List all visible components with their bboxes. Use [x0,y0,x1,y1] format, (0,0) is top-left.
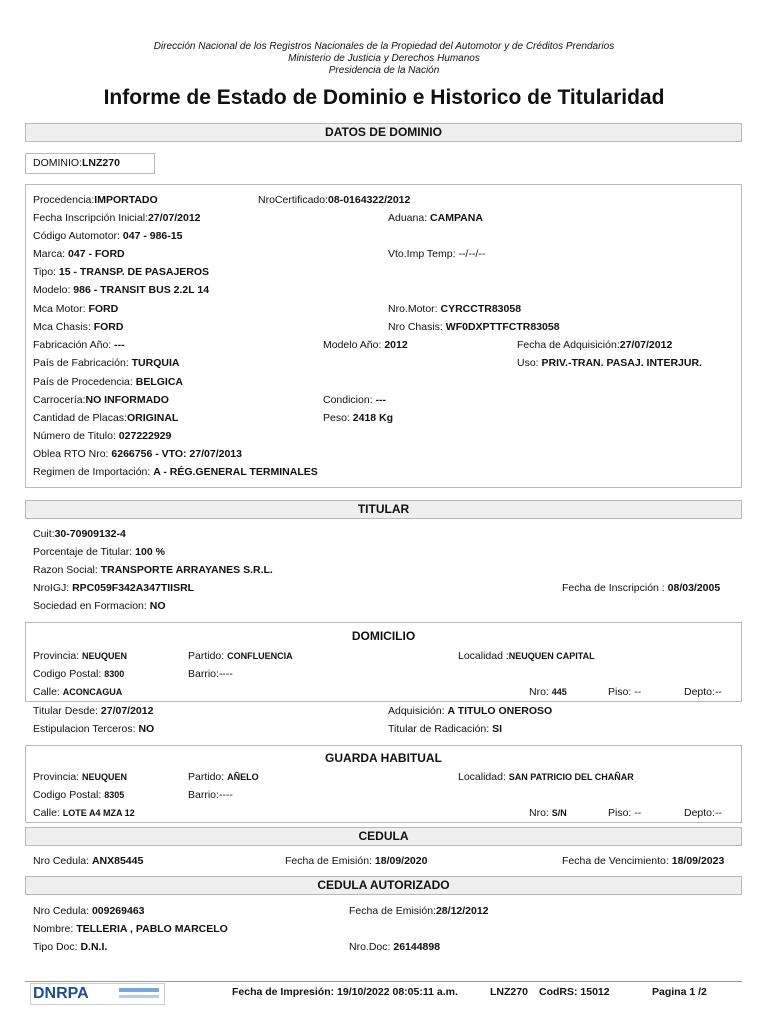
field-condicion: Condicion: --- [323,394,387,406]
field-nro-chasis: Nro Chasis: WF0DXPTTFCTR83058 [388,321,560,333]
header-line-1: Dirección Nacional de los Registros Nacionales de la Propiedad del Automotor y de Créditos Prendarios [153,41,615,52]
header-line-2: Ministerio de Justicia y Derechos Humanos [288,53,480,64]
field-carroceria: Carrocería:NO INFORMADO [33,394,169,406]
field-dom-depto: Depto:-- [684,686,722,698]
section-titular: TITULAR [25,500,742,519]
field-uso: Uso: PRIV.-TRAN. PASAJ. INTERJUR. [517,357,702,369]
field-estipulacion-terceros: Estipulacion Terceros: NO [33,723,155,735]
section-datos-dominio: DATOS DE DOMINIO [25,123,742,142]
section-domicilio: DOMICILIO [351,629,416,643]
argentina-emblem-stripe [119,995,159,998]
header-line-3: Presidencia de la Nación [328,65,440,76]
field-dom-nro: Nro: 445 [529,686,567,698]
section-guarda-habitual: GUARDA HABITUAL [325,751,442,765]
field-autorizado-tipo-doc: Tipo Doc: D.N.I. [33,941,108,953]
field-fecha-inscripcion-titular: Fecha de Inscripción : 08/03/2005 [562,582,721,594]
field-procedencia: Procedencia:IMPORTADO [33,194,158,206]
field-numero-titulo: Número de Titulo: 027222929 [33,430,172,442]
section-cedula-autorizado: CEDULA AUTORIZADO [25,876,742,895]
field-dom-barrio: Barrio:---- [188,668,233,680]
field-razon-social: Razon Social: TRANSPORTE ARRAYANES S.R.L. [33,564,273,576]
field-guarda-provincia: Provincia: NEUQUEN [33,771,128,783]
field-fecha-adquisicion: Fecha de Adquisición:27/07/2012 [517,339,673,351]
field-nro-certificado: NroCertificado:08-0164322/2012 [258,194,411,206]
field-dom-piso: Piso: -- [608,686,642,698]
field-autorizado-nro-cedula: Nro Cedula: 009269463 [33,905,145,917]
field-codigo-automotor: Código Automotor: 047 - 986-15 [33,230,183,242]
field-nro-motor: Nro.Motor: CYRCCTR83058 [388,303,522,315]
field-guarda-nro: Nro: S/N [529,807,567,819]
field-dom-partido: Partido: CONFLUENCIA [188,650,293,662]
field-modelo-anio: Modelo Año: 2012 [323,339,408,351]
field-oblea-rto: Oblea RTO Nro: 6266756 - VTO: 27/07/2013 [33,448,242,460]
field-dom-codigo-postal: Codigo Postal: 8300 [33,668,125,680]
field-dominio: DOMINIO:LNZ270 [33,157,120,169]
field-aduana: Aduana: CAMPANA [388,212,483,224]
field-guarda-calle: Calle: LOTE A4 MZA 12 [33,807,135,819]
field-autorizado-nro-doc: Nro.Doc: 26144898 [349,941,441,953]
field-mca-motor: Mca Motor: FORD [33,303,119,315]
field-modelo: Modelo: 986 - TRANSIT BUS 2.2L 14 [33,284,210,296]
dnrpa-logo [30,983,165,1005]
field-guarda-partido: Partido: AÑELO [188,771,259,783]
footer-codrs: CodRS: 15012 [539,986,610,998]
field-dom-provincia: Provincia: NEUQUEN [33,650,128,662]
field-titular-radicacion: Titular de Radicación: SI [388,723,503,735]
field-guarda-localidad: Localidad: SAN PATRICIO DEL CHAÑAR [458,771,634,783]
field-cuit: Cuit:30-70909132-4 [33,528,126,540]
field-nro-igj: NroIGJ: RPC059F342A347TIISRL [33,582,195,594]
field-pais-procedencia: País de Procedencia: BELGICA [33,376,183,388]
field-cedula-vencimiento: Fecha de Vencimiento: 18/09/2023 [562,855,725,867]
field-autorizado-nombre: Nombre: TELLERIA , PABLO MARCELO [33,923,228,935]
field-dom-localidad: Localidad :NEUQUEN CAPITAL [458,650,595,662]
dnrpa-logo-text: DNRPA [33,985,89,1002]
field-guarda-depto: Depto:-- [684,807,722,819]
field-tipo: Tipo: 15 - TRANSP. DE PASAJEROS [33,266,210,278]
section-cedula: CEDULA [25,827,742,846]
field-cedula-nro: Nro Cedula: ANX85445 [33,855,144,867]
field-titular-desde: Titular Desde: 27/07/2012 [33,705,154,717]
field-dom-calle: Calle: ACONCAGUA [33,686,123,698]
field-marca: Marca: 047 - FORD [33,248,125,260]
field-fabricacion-anio: Fabricación Año: --- [33,339,125,351]
field-mca-chasis: Mca Chasis: FORD [33,321,124,333]
field-guarda-piso: Piso: -- [608,807,642,819]
field-pais-fabricacion: País de Fabricación: TURQUIA [33,357,180,369]
footer-fecha-impresion: Fecha de Impresión: 19/10/2022 08:05:11 a.m. [232,986,458,998]
field-regimen-importacion: Regimen de Importación: A - RÉG.GENERAL TERMINALES [33,466,318,478]
field-fecha-inscripcion: Fecha Inscripción Inicial:27/07/2012 [33,212,201,224]
argentina-emblem-icon [119,988,159,992]
field-adquisicion: Adquisición: A TITULO ONEROSO [388,705,553,717]
field-vto-imp: Vto.Imp Temp: --/--/-- [388,248,486,260]
field-porcentaje-titular: Porcentaje de Titular: 100 % [33,546,165,558]
field-cantidad-placas: Cantidad de Placas:ORIGINAL [33,412,179,424]
field-sociedad-formacion: Sociedad en Formacion: NO [33,600,166,612]
footer-divider [25,981,742,982]
field-guarda-codigo-postal: Codigo Postal: 8305 [33,789,125,801]
footer-pagina: Pagina 1 /2 [652,986,707,998]
page-title: Informe de Estado de Dominio e Historico de Titularidad [103,86,665,109]
field-guarda-barrio: Barrio:---- [188,789,233,801]
field-autorizado-emision: Fecha de Emisión:28/12/2012 [349,905,489,917]
field-peso: Peso: 2418 Kg [323,412,394,424]
footer-dominio: LNZ270 [490,986,528,998]
field-cedula-emision: Fecha de Emisión: 18/09/2020 [285,855,428,867]
